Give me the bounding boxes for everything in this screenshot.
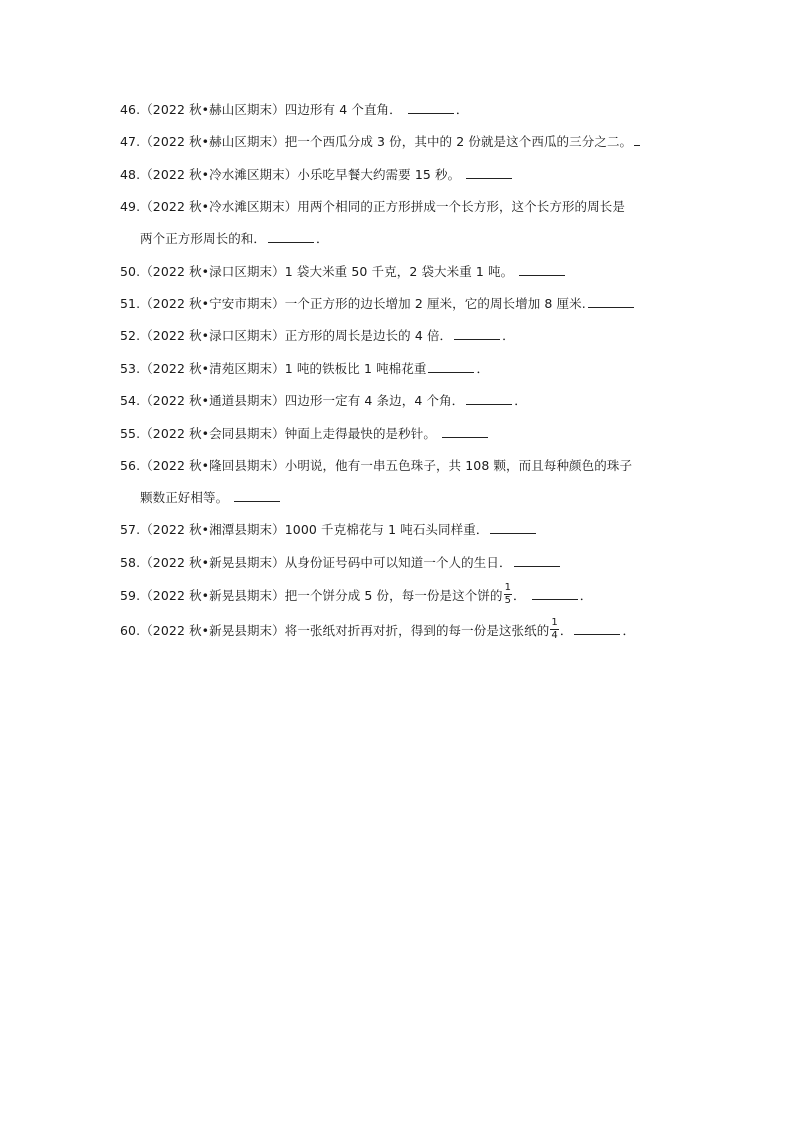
question-text: 把一个西瓜分成 3 份，其中的 2 份就是这个西瓜的三分之二。 — [284, 134, 633, 150]
fraction — [550, 618, 558, 641]
question-text: 把一个饼分成 5 份，每一份是这个饼的 — [284, 588, 503, 604]
question-source: （2022 秋•渌口区期末） — [140, 328, 285, 344]
answer-blank[interactable] — [490, 520, 536, 534]
answer-blank[interactable] — [574, 621, 620, 635]
question-text: 1 袋大米重 50 千克，2 袋大米重 1 吨。 — [284, 263, 514, 279]
question-source: （2022 秋•新晃县期末） — [140, 588, 285, 604]
question-source: （2022 秋•隆回县期末） — [140, 457, 285, 473]
question-number: 56. — [120, 457, 141, 473]
question-text: 小明说，他有一串五色珠子，共 108 颗，而且每种颜色的珠子 — [284, 457, 633, 473]
question-source: （2022 秋•新晃县期末） — [140, 554, 285, 570]
question-47 — [120, 132, 680, 152]
question-text: 四边形有 4 个直角． — [284, 102, 402, 117]
question-57 — [120, 520, 680, 540]
question-text: 将一张纸对折再对折，得到的每一份是这张纸的 — [284, 623, 550, 639]
question-number: 54. — [120, 393, 141, 409]
question-tail: ． — [316, 231, 329, 247]
question-list — [120, 100, 680, 656]
question-text: 小乐吃早餐大约需要 15 秒。 — [297, 166, 461, 182]
question-55 — [120, 424, 680, 444]
answer-blank[interactable] — [532, 586, 578, 600]
question-text: 四边形一定有 4 条边，4 个角． — [284, 393, 465, 409]
question-text: 从身份证号码中可以知道一个人的生日． — [284, 554, 512, 570]
question-number: 57. — [120, 522, 141, 538]
question-59 — [120, 582, 680, 608]
question-number: 53. — [120, 360, 141, 376]
question-source: （2022 秋•新晃县期末） — [140, 623, 285, 639]
question-source: （2022 秋•赫山区期末） — [140, 134, 285, 150]
question-58 — [120, 553, 680, 573]
question-number: 52. — [120, 328, 141, 344]
question-source: （2022 秋•赫山区期末） — [140, 102, 285, 117]
question-text: 1 吨的铁板比 1 吨棉花重 — [284, 360, 427, 376]
question-number: 50. — [120, 263, 141, 279]
question-text: 用两个相同的正方形拼成一个长方形，这个长方形的周长是 — [297, 199, 625, 215]
question-number: 46. — [120, 102, 141, 117]
question-tail: ． — [502, 328, 515, 344]
question-tail: ． — [476, 360, 490, 376]
question-text: 正方形的周长是边长的 4 倍． — [284, 328, 453, 344]
question-source: （2022 秋•会同县期末） — [140, 425, 285, 441]
question-number: 59. — [120, 588, 141, 604]
answer-blank[interactable] — [234, 488, 280, 502]
question-46 — [120, 100, 680, 120]
question-source: （2022 秋•清苑区期末） — [140, 360, 285, 376]
question-52 — [120, 326, 680, 346]
answer-blank[interactable] — [634, 132, 640, 146]
question-number: 49. — [120, 199, 141, 215]
fraction-numerator: 1 — [551, 617, 558, 629]
question-number: 51. — [120, 295, 141, 311]
question-source: （2022 秋•通道县期末） — [140, 393, 285, 409]
question-49 — [120, 197, 680, 249]
question-51 — [120, 294, 680, 314]
question-tail: ． — [514, 393, 527, 409]
answer-blank[interactable] — [408, 100, 454, 114]
fraction — [504, 583, 512, 606]
answer-blank[interactable] — [466, 391, 512, 405]
question-text-line2: 颗数正好相等。 — [140, 489, 229, 505]
question-number: 48. — [120, 166, 141, 182]
answer-blank[interactable] — [428, 359, 474, 373]
question-number: 47. — [120, 134, 141, 150]
question-text-line2: 两个正方形周长的和． — [140, 231, 267, 247]
question-continuation — [120, 488, 680, 508]
question-tail: ． — [455, 102, 469, 117]
question-tail: ． — [579, 588, 593, 604]
question-source: （2022 秋•宁安市期末） — [140, 295, 285, 311]
answer-blank[interactable] — [466, 165, 512, 179]
answer-blank[interactable] — [514, 553, 560, 567]
question-50 — [120, 262, 680, 282]
question-tail: ． — [622, 623, 636, 639]
question-source: （2022 秋•湘潭县期末） — [140, 522, 285, 538]
answer-blank[interactable] — [268, 229, 314, 243]
question-text: 1000 千克棉花与 1 吨石头同样重． — [284, 522, 489, 538]
question-56 — [120, 456, 680, 508]
question-53 — [120, 359, 680, 379]
question-text: 钟面上走得最快的是秒针。 — [284, 425, 436, 441]
answer-blank[interactable] — [588, 294, 634, 308]
question-source: （2022 秋•冷水滩区期末） — [140, 199, 298, 215]
fraction-numerator: 1 — [504, 582, 512, 594]
fraction-denominator: 4 — [551, 630, 558, 642]
answer-blank[interactable] — [519, 262, 565, 276]
question-number: 58. — [120, 554, 141, 570]
question-continuation — [120, 229, 680, 249]
question-48 — [120, 165, 680, 185]
question-60 — [120, 617, 680, 643]
question-text: 一个正方形的边长增加 2 厘米，它的周长增加 8 厘米. — [284, 295, 586, 311]
fraction-denominator: 5 — [504, 595, 512, 607]
question-after-fraction: ． — [513, 588, 526, 604]
question-number: 60. — [120, 623, 141, 639]
answer-blank[interactable] — [442, 424, 488, 438]
question-number: 55. — [120, 425, 141, 441]
question-54 — [120, 391, 680, 411]
question-after-fraction: ． — [559, 623, 573, 639]
answer-blank[interactable] — [454, 326, 500, 340]
question-source: （2022 秋•渌口区期末） — [140, 263, 285, 279]
question-source: （2022 秋•冷水滩区期末） — [140, 166, 298, 182]
